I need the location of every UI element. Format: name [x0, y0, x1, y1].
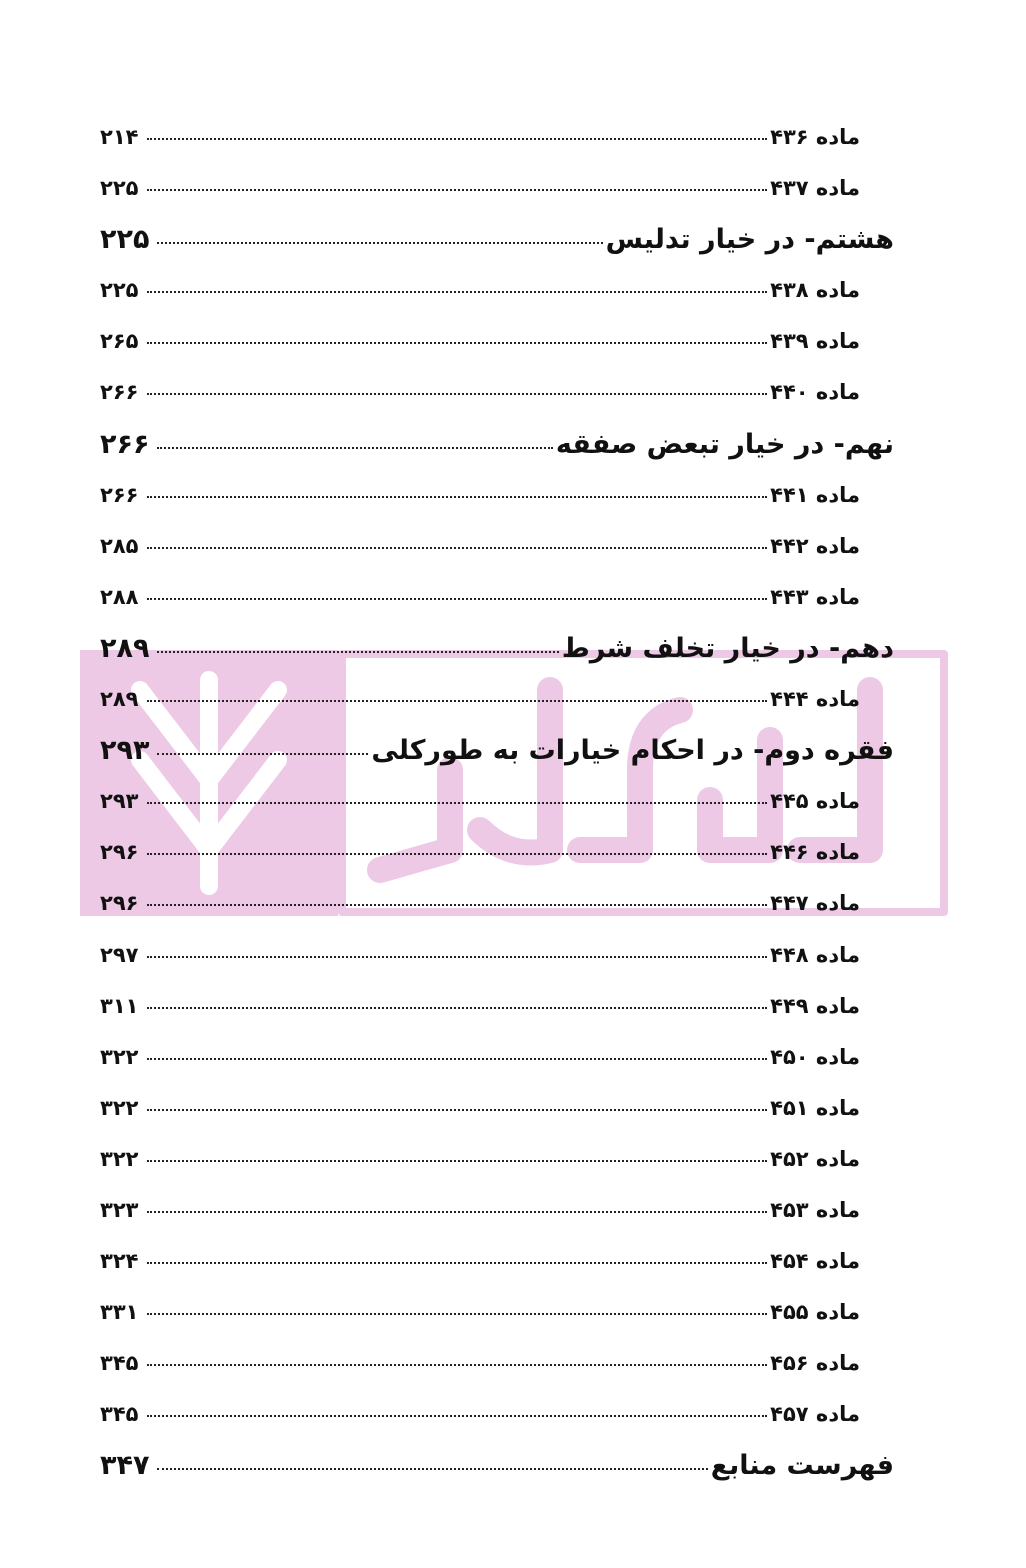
toc-entry-label: هشتم- در خیار تدلیس — [605, 224, 894, 256]
toc-section-heading — [100, 725, 894, 776]
toc-page-number: ۲۲۵ — [100, 224, 150, 256]
toc-entry — [100, 521, 894, 572]
toc-page-number: ۲۱۴ — [100, 125, 139, 149]
toc-page-number: ۳۲۲ — [100, 1146, 139, 1171]
dot-leader — [157, 651, 559, 653]
toc-entry — [100, 981, 894, 1032]
dot-leader — [147, 393, 767, 395]
toc-entry — [100, 1236, 894, 1287]
dot-leader — [157, 242, 603, 244]
toc-entry — [100, 163, 894, 214]
toc-page-number: ۳۴۵ — [100, 1402, 139, 1427]
dot-leader — [147, 700, 767, 702]
dot-leader — [147, 138, 767, 140]
dot-leader — [147, 1007, 767, 1009]
dot-leader — [157, 1468, 708, 1470]
toc-page-number: ۲۸۵ — [100, 533, 139, 558]
dot-leader — [157, 447, 553, 449]
toc-section-heading — [100, 1440, 894, 1491]
toc-page-number: ۳۴۵ — [100, 1351, 139, 1376]
toc-entry — [100, 1389, 894, 1440]
toc-section-heading — [100, 419, 894, 470]
toc-entry — [100, 1134, 894, 1185]
toc-entry — [100, 1185, 894, 1236]
toc-entry-label: ماده ۴۴۹ — [770, 993, 860, 1018]
toc-page-number: ۲۸۹ — [100, 632, 150, 664]
toc-entry — [100, 878, 894, 929]
toc-entry — [100, 367, 894, 418]
toc-entry-label: ماده ۴۴۴ — [770, 687, 860, 712]
toc-page-number: ۲۶۶ — [100, 482, 139, 507]
toc-entry-label: ماده ۴۵۶ — [770, 1351, 860, 1376]
dot-leader — [147, 904, 767, 906]
toc-entry-label: ماده ۴۵۴ — [770, 1249, 860, 1274]
toc-entry-label: ماده ۴۳۶ — [770, 125, 860, 149]
toc-entry-label: ماده ۴۳۹ — [770, 329, 860, 354]
dot-leader — [147, 853, 767, 855]
toc-entry — [100, 112, 894, 163]
toc-entry — [100, 776, 894, 827]
dot-leader — [147, 1211, 767, 1213]
toc-entry-label: ماده ۴۴۳ — [770, 584, 860, 609]
toc-entry-label: ماده ۴۵۲ — [770, 1146, 860, 1171]
toc-entry-label: ماده ۴۴۶ — [770, 840, 860, 865]
toc-entry-label: نهم- در خیار تبعض صفقه — [555, 428, 894, 460]
toc-page-number: ۳۴۷ — [100, 1450, 150, 1482]
toc-entry-label: ماده ۴۵۳ — [770, 1197, 860, 1222]
toc-page-number: ۲۸۹ — [100, 687, 139, 712]
dot-leader — [147, 1160, 767, 1162]
table-of-contents — [100, 112, 894, 1492]
toc-page-number: ۳۲۲ — [100, 1095, 139, 1120]
toc-page-number: ۲۹۶ — [100, 891, 139, 916]
dot-leader — [147, 1058, 767, 1060]
toc-entry — [100, 316, 894, 367]
toc-entry-label: دهم- در خیار تخلف شرط — [561, 632, 894, 664]
toc-page-number: ۲۲۵ — [100, 278, 139, 303]
toc-entry — [100, 1338, 894, 1389]
toc-entry-label: ماده ۴۵۷ — [770, 1402, 860, 1427]
toc-entry — [100, 572, 894, 623]
toc-entry-label: ماده ۴۳۷ — [770, 176, 860, 201]
toc-page-number: ۲۶۵ — [100, 329, 139, 354]
toc-entry-label: ماده ۴۴۲ — [770, 533, 860, 558]
toc-page-number: ۲۹۳ — [100, 735, 150, 767]
toc-page-number: ۳۱۱ — [100, 993, 139, 1018]
dot-leader — [147, 802, 767, 804]
dot-leader — [147, 956, 767, 958]
toc-entry-label: ماده ۴۵۰ — [770, 1044, 860, 1069]
toc-page-number: ۲۶۶ — [100, 428, 150, 460]
toc-entry — [100, 1287, 894, 1338]
toc-page-number: ۲۸۸ — [100, 584, 139, 609]
dot-leader — [147, 291, 767, 293]
toc-entry-label: ماده ۴۴۱ — [770, 482, 860, 507]
toc-entry-label: فقره دوم- در احکام خیارات به طورکلی — [371, 735, 894, 767]
dot-leader — [147, 1415, 767, 1417]
toc-section-heading — [100, 214, 894, 265]
dot-leader — [147, 1109, 767, 1111]
toc-section-heading — [100, 623, 894, 674]
toc-entry — [100, 827, 894, 878]
toc-entry-label: ماده ۴۵۵ — [770, 1300, 860, 1325]
toc-entry — [100, 265, 894, 316]
dot-leader — [147, 1364, 767, 1366]
toc-page-number: ۲۶۶ — [100, 380, 139, 405]
toc-page-number: ۲۹۳ — [100, 789, 139, 814]
toc-entry-label: فهرست منابع — [710, 1450, 894, 1482]
dot-leader — [157, 753, 368, 755]
dot-leader — [147, 1262, 767, 1264]
toc-entry-label: ماده ۴۳۸ — [770, 278, 860, 303]
dot-leader — [147, 189, 767, 191]
toc-entry-label: ماده ۴۴۰ — [770, 380, 860, 405]
toc-page-number: ۳۲۲ — [100, 1044, 139, 1069]
toc-entry — [100, 1083, 894, 1134]
toc-entry — [100, 1032, 894, 1083]
toc-page-number: ۳۲۳ — [100, 1197, 139, 1222]
toc-page-number: ۲۹۷ — [100, 942, 139, 967]
dot-leader — [147, 547, 767, 549]
toc-page-number: ۲۹۶ — [100, 840, 139, 865]
toc-page-number: ۲۲۵ — [100, 176, 139, 201]
dot-leader — [147, 496, 767, 498]
toc-page-number: ۳۳۱ — [100, 1300, 139, 1325]
dot-leader — [147, 1313, 767, 1315]
toc-entry-label: ماده ۴۴۷ — [770, 891, 860, 916]
dot-leader — [147, 598, 767, 600]
toc-entry-label: ماده ۴۵۱ — [770, 1095, 860, 1120]
toc-entry-label: ماده ۴۴۸ — [770, 942, 860, 967]
dot-leader — [147, 342, 767, 344]
toc-entry — [100, 930, 894, 981]
toc-entry — [100, 470, 894, 521]
toc-entry — [100, 674, 894, 725]
toc-entry-label: ماده ۴۴۵ — [770, 789, 860, 814]
toc-page-number: ۳۲۴ — [100, 1249, 139, 1274]
